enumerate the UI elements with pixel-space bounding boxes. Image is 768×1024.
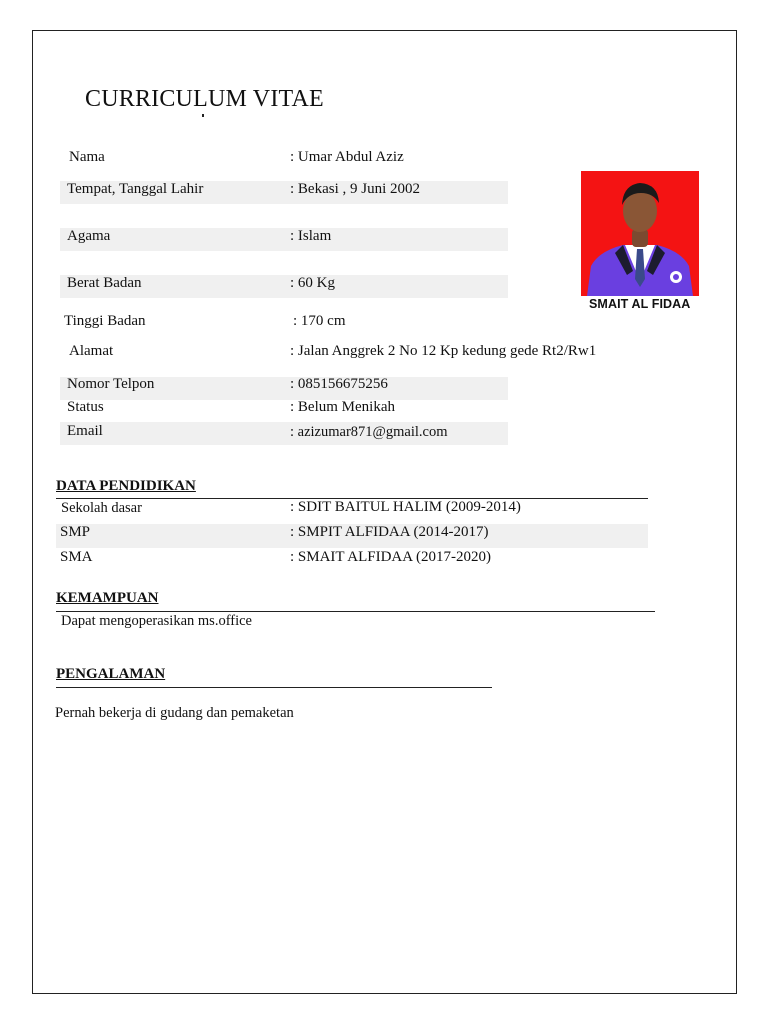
edu-label-smp: SMP (60, 524, 91, 540)
edu-value-smp: : SMPIT ALFIDAA (2014-2017) (290, 524, 489, 540)
tinggi-label: Tinggi Badan (64, 313, 146, 329)
skills-heading: KEMAMPUAN (56, 590, 159, 606)
education-heading: DATA PENDIDIKAN (56, 478, 196, 494)
skills-text: Dapat mengoperasikan ms.office (61, 613, 252, 629)
agama-value: : Islam (290, 228, 332, 244)
berat-label: Berat Badan (67, 275, 142, 291)
section-divider (56, 611, 655, 612)
photo-caption: SMAIT AL FIDAA (589, 297, 691, 311)
email-value: : azizumar871@gmail.com (290, 424, 448, 440)
edu-label-sd: Sekolah dasar (61, 500, 142, 516)
page-title: CURRICULUM VITAE (85, 86, 324, 112)
nama-value: : Umar Abdul Aziz (290, 149, 404, 165)
alamat-label: Alamat (69, 343, 114, 359)
alamat-value: : Jalan Anggrek 2 No 12 Kp kedung gede Rt2/Rw1 (290, 343, 597, 359)
row-background (60, 228, 508, 251)
status-value: : Belum Menikah (290, 399, 395, 415)
experience-text: Pernah bekerja di gudang dan pemaketan (55, 705, 294, 721)
edu-value-sd: : SDIT BAITUL HALIM (2009-2014) (290, 499, 521, 515)
status-label: Status (67, 399, 104, 415)
section-divider (56, 687, 492, 688)
agama-label: Agama (67, 228, 111, 244)
experience-heading: PENGALAMAN (56, 666, 166, 682)
telpon-label: Nomor Telpon (67, 376, 155, 392)
tinggi-value: : 170 cm (293, 313, 346, 329)
edu-label-sma: SMA (60, 549, 93, 565)
berat-value: : 60 Kg (290, 275, 335, 291)
edu-value-sma: : SMAIT ALFIDAA (2017-2020) (290, 549, 491, 565)
title-mark (202, 114, 204, 117)
ttl-label: Tempat, Tanggal Lahir (67, 181, 204, 197)
email-label: Email (67, 423, 103, 439)
ttl-value: : Bekasi , 9 Juni 2002 (290, 181, 420, 197)
person-portrait-icon (581, 171, 699, 296)
telpon-value: : 085156675256 (290, 376, 388, 392)
profile-photo (581, 171, 699, 296)
nama-label: Nama (69, 149, 105, 165)
